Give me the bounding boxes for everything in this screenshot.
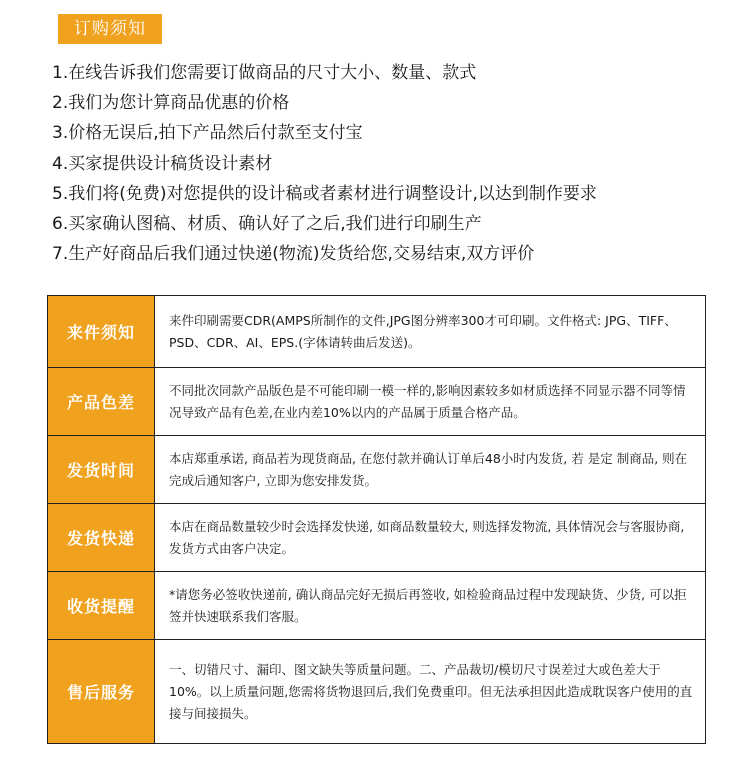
row-label: 售后服务 [48, 640, 155, 743]
row-content [155, 640, 705, 743]
order-step: 5.我们将(免费)对您提供的设计稿或者素材进行调整设计,以达到制作要求 [52, 183, 597, 204]
row-text: 不同批次同款产品版色是不可能印刷一模一样的,影响因素较多如材质选择不同显示器不同等情况导致产品有色差,在业内差10%以内的产品属于质量合格产品。 [169, 382, 686, 420]
row-label: 发货快递 [48, 504, 155, 571]
order-step: 2.我们为您计算商品优惠的价格 [52, 93, 290, 114]
order-step: 1.在线告诉我们您需要订做商品的尺寸大小、数量、款式 [52, 63, 477, 83]
row-text: 本店在商品数量较少时会选择发快递, 如商品数量较大, 则选择发物流, 具体情况会与客服协商, 发货方式由客户决定。 [169, 518, 685, 556]
table-row [48, 572, 705, 640]
row-content [155, 436, 705, 503]
row-label: 发货时间 [48, 436, 155, 503]
table-row [48, 436, 705, 504]
order-step: 3.价格无误后,拍下产品然后付款至支付宝 [52, 123, 363, 144]
table-row [48, 504, 705, 572]
order-step: 6.买家确认图稿、材质、确认好了之后,我们进行印刷生产 [52, 213, 482, 234]
row-text: 本店郑重承诺, 商品若为现货商品, 在您付款并确认订单后48小时内发货, 若 是定 制商品, 则在完成后通知客户, 立即为您安排发货。 [169, 450, 688, 488]
table-row [48, 640, 705, 743]
order-step: 4.买家提供设计稿货设计素材 [52, 153, 273, 174]
row-text: 来件印刷需要CDR(AMPS所制作的文件,JPG图分辨率300才可印刷。文件格式: JPG、TIFF、PSD、CDR、AI、EPS.(字体请转曲后发送)。 [169, 312, 677, 350]
order-steps-list [52, 58, 597, 269]
row-label: 产品色差 [48, 368, 155, 435]
table-row [48, 296, 705, 368]
row-label: 收货提醒 [48, 572, 155, 639]
row-content [155, 504, 705, 571]
row-text: 一、切错尺寸、漏印、图文缺失等质量问题。二、产品裁切/模切尺寸误差过大或色差大于10%。以上质量问题,您需将货物退回后,我们免费重印。但无法承担因此造成耽误客户使用的直接与间接损失。 [169, 661, 693, 721]
order-step: 7.生产好商品后我们通过快递(物流)发货给您,交易结束,双方评价 [52, 244, 535, 265]
row-content [155, 368, 705, 435]
info-table [47, 295, 706, 744]
row-text: *请您务必签收快递前, 确认商品完好无损后再签收, 如检验商品过程中发现缺货、少货, 可以拒签并快速联系我们客服。 [169, 586, 687, 624]
table-row [48, 368, 705, 436]
row-label: 来件须知 [48, 296, 155, 367]
section-title: 订购须知 [58, 14, 162, 44]
row-content [155, 296, 705, 367]
row-content [155, 572, 705, 639]
